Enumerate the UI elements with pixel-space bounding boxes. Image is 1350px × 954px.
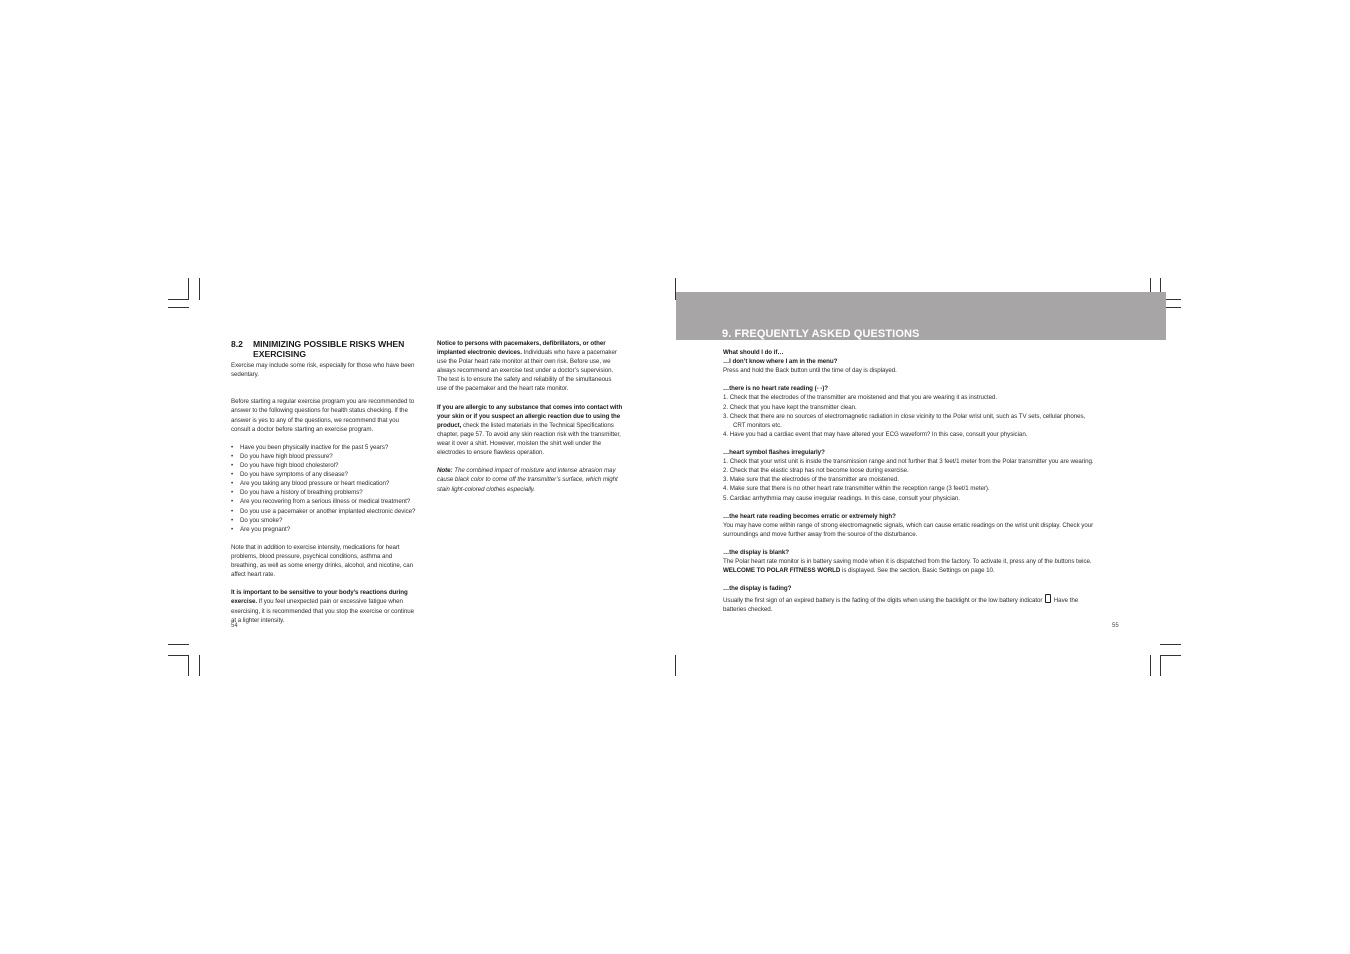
note-line: stain light-colored clothes especially. xyxy=(437,485,536,493)
faq-question: …the display is blank? xyxy=(723,549,789,557)
before-line: answer is yes to any of the questions, we recommend that you xyxy=(231,416,399,424)
sensitive-heading: It is important to be sensitive to your body’s reactions during xyxy=(231,589,408,597)
chapter-title: 9. FREQUENTLY ASKED QUESTIONS xyxy=(722,328,920,340)
list-item: • Do you smoke? xyxy=(231,516,426,525)
pacemaker-heading-cont: implanted electronic devices. xyxy=(437,349,522,357)
note-label: Note: xyxy=(437,467,453,475)
left-column-1 xyxy=(231,361,426,625)
note-line: affect heart rate. xyxy=(231,571,276,579)
list-item: • Are you recovering from a serious illness or medical treatment? xyxy=(231,497,426,506)
crop-mark xyxy=(188,655,189,676)
allergy-heading-cont: product, xyxy=(437,421,462,429)
faq-question: …there is no heart rate reading (- -)? xyxy=(723,385,829,393)
list-item: 1. Check that the electrodes of the transmitter are moistened and that you are wearing it as instructed. xyxy=(723,394,998,402)
allergy-text: check the listed materials in the Technical Specifications xyxy=(461,421,614,429)
list-item: 4. Make sure that there is no other heart rate transmitter within the reception range (3 feet/1 meter). xyxy=(723,485,990,493)
note-line: cause black color to come off the transmitter’s surface, which might xyxy=(437,476,618,484)
crop-mark xyxy=(1160,655,1161,676)
allergy-line: electrodes to ensure flawless operation. xyxy=(437,449,545,457)
list-item: 2. Check that you have kept the transmitter clean. xyxy=(723,403,857,411)
faq-question: …the heart rate reading becomes erratic or extremely high? xyxy=(723,512,896,520)
list-item: • Are you taking any blood pressure or heart medication? xyxy=(231,479,426,488)
crop-mark xyxy=(188,278,189,300)
faq-answer: batteries checked. xyxy=(723,605,773,613)
allergy-line: chapter, page 57. To avoid any skin reaction risk with the transmitter, xyxy=(437,430,621,438)
crop-mark xyxy=(675,655,676,676)
list-item: 1. Check that your wrist unit is inside the transmission range and not further that 3 feet/1 meter from the Polar transmitter you are wearing. xyxy=(723,458,1094,466)
section-title: MINIMIZING POSSIBLE RISKS WHEN xyxy=(253,339,405,349)
crop-mark xyxy=(1160,644,1181,645)
faq-question: …I don’t know where I am in the menu? xyxy=(723,358,838,366)
sensitive-heading-cont: exercise. xyxy=(231,598,258,606)
chapter-banner xyxy=(676,292,1166,340)
allergy-line: wear it over a shirt. However, moisten the shirt well under the xyxy=(437,440,601,448)
list-item: • Have you been physically inactive for the past 5 years? xyxy=(231,443,426,452)
crop-mark xyxy=(199,655,200,676)
list-item: • Do you have symptoms of any disease? xyxy=(231,470,426,479)
faq-answer: Usually the first sign of an expired battery is the fading of the digits when using the backlight or the low battery indicator xyxy=(723,596,1043,604)
faq-answer: Press and hold the Back button until the time of day is displayed. xyxy=(723,367,897,375)
pacemaker-line: The test is to ensure the safety and reliability of the simultaneous xyxy=(437,376,612,384)
allergy-heading: your skin or if you suspect an allergic reaction due to using the xyxy=(437,412,621,420)
sensitive-line: at a lighter intensity. xyxy=(231,616,285,624)
note-line: problems, blood pressure, psychical conditions, asthma and xyxy=(231,552,393,560)
faq-question: …heart symbol flashes irregularly? xyxy=(723,449,825,457)
faq-question: …the display is fading? xyxy=(723,585,792,593)
note-line: Note that in addition to exercise intensity, medications for heart xyxy=(231,543,400,551)
list-item: 3. Check that there are no sources of electromagnetic radiation in close vicinity to the Polar wrist unit, such as TV sets, cellular phones, xyxy=(723,412,1086,420)
list-item: 5. Cardiac arrhythmia may cause irregular readings. In this case, consult your physician. xyxy=(723,494,960,502)
faq-answer: surroundings and move further away from the source of the disturbance. xyxy=(723,530,918,538)
faq-answer: The Polar heart rate monitor is in battery saving mode when it is dispatched from the factory. To activate it, press any of the buttons twice. xyxy=(723,558,1092,566)
faq-answer: is displayed. See the section, Basic Settings on page 10. xyxy=(840,567,995,575)
health-questions-list xyxy=(231,443,426,534)
crop-mark xyxy=(1160,655,1181,656)
sensitive-line: exercising, it is recommended that you stop the exercise or continue xyxy=(231,607,415,615)
list-item: • Do you use a pacemaker or another implanted electronic device? xyxy=(231,507,426,516)
faq-body xyxy=(723,348,1123,614)
list-item: 4. Have you had a cardiac event that may have altered your ECG waveform? In this case, consult your physician. xyxy=(723,430,1028,438)
faq-answer: You may have come within range of strong electromagnetic signals, which can cause erratic readings on the wrist unit display. Check your xyxy=(723,521,1094,529)
low-battery-icon xyxy=(1045,594,1051,603)
crop-mark xyxy=(1150,655,1151,676)
list-item: • Do you have high blood cholesterol? xyxy=(231,461,426,470)
list-item: 3. Make sure that the electrodes of the transmitter are moistened. xyxy=(723,476,899,484)
intro-line: Exercise may include some risk, especially for those who have been xyxy=(231,362,415,369)
crop-mark xyxy=(168,644,189,645)
pacemaker-heading: Notice to persons with pacemakers, defibrillators, or other xyxy=(437,340,606,347)
pacemaker-text: Individuals who have a pacemaker xyxy=(521,349,617,357)
crop-mark xyxy=(168,655,189,656)
faq-intro: What should I do if… xyxy=(723,349,784,356)
page-number-left: 54 xyxy=(231,623,238,629)
list-item: • Do you have high blood pressure? xyxy=(231,452,426,461)
faq-answer: Have the xyxy=(1052,596,1079,604)
before-line: consult a doctor before starting an exercise program. xyxy=(231,425,374,433)
pacemaker-line: always recommend an exercise test under a doctor’s supervision. xyxy=(437,367,614,375)
intro-line: sedentary. xyxy=(231,371,259,379)
before-line: answer to the following questions for health status checking. If the xyxy=(231,407,408,415)
crop-mark xyxy=(199,278,200,300)
note-text: The combined impact of moisture and intense abrasion may xyxy=(452,467,616,475)
before-line: Before starting a regular exercise program you are recommended to xyxy=(231,398,415,406)
section-heading xyxy=(231,339,431,359)
welcome-text: WELCOME TO POLAR FITNESS WORLD xyxy=(723,567,841,575)
left-column-2 xyxy=(437,339,637,494)
note-line: breathing, as well as some energy drinks, alcohol, and nicotine, can xyxy=(231,562,413,570)
section-title-cont: EXERCISING xyxy=(253,349,307,359)
section-number: 8.2 xyxy=(231,339,243,349)
allergy-heading: If you are allergic to any substance that comes into contact with xyxy=(437,403,623,411)
list-item-cont: CRT monitors etc. xyxy=(733,421,782,429)
list-item: 2. Check that the elastic strap has not become loose during exercise. xyxy=(723,467,909,475)
crop-mark xyxy=(168,307,189,308)
page-number-right: 55 xyxy=(1112,623,1119,629)
sensitive-text: If you feel unexpected pain or excessive fatigue when xyxy=(257,598,403,606)
crop-mark xyxy=(168,299,189,300)
pacemaker-line: use of the pacemaker and the heart rate monitor. xyxy=(437,385,569,393)
list-item: • Do you have a history of breathing problems? xyxy=(231,488,426,497)
list-item: • Are you pregnant? xyxy=(231,525,426,534)
pacemaker-line: use the Polar heart rate monitor at their own risk. Before use, we xyxy=(437,358,611,366)
